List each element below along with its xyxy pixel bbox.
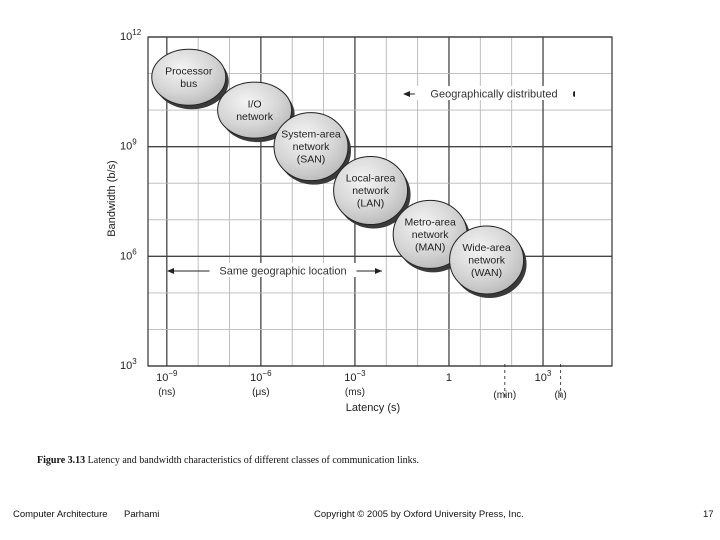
y-axis-title: Bandwidth (b/s): [106, 160, 118, 237]
figure-caption: [37, 455, 419, 466]
distributed-range-label: Geographically distributed: [430, 88, 558, 101]
x-tick-label: $10^3$: [534, 369, 552, 384]
bubble-label: network: [468, 254, 505, 267]
bubble-label: Wide-area: [462, 241, 511, 254]
bubble-label: network: [292, 141, 330, 154]
x-tick-label: $10^{-6}$: [250, 369, 272, 384]
x-extra-unit: (h): [554, 390, 567, 401]
y-tick-label: $10^6$: [120, 247, 137, 263]
x-tick-label: $10^{-9}$: [156, 369, 178, 384]
x-tick-unit: (μs): [252, 387, 270, 398]
bubble-label: I/O: [247, 98, 262, 111]
footer-copyright: Copyright © 2005 by Oxford University Press, Inc.: [314, 509, 524, 520]
x-tick-label: 1: [445, 372, 453, 384]
footer-course: Computer Architecture: [13, 509, 108, 520]
y-tick-label: $10^{12}$: [120, 28, 142, 43]
bubble-label: bus: [180, 77, 198, 90]
y-tick-label: $10^9$: [120, 137, 137, 153]
bubble-label: network: [236, 110, 273, 123]
bubble-label: System-area: [281, 128, 341, 141]
footer-page-number: 17: [703, 509, 714, 520]
x-tick-unit: (ms): [344, 387, 365, 398]
bubble-label: (MAN): [414, 241, 446, 254]
caption-text: Latency and bandwidth characteristics of different classes of communication links.: [87, 455, 420, 466]
bubble-label: (WAN): [471, 266, 503, 279]
x-tick-label: $10^{-3}$: [344, 369, 366, 384]
bubble-label: (LAN): [356, 197, 385, 210]
bubble-label: Local-area: [345, 172, 396, 185]
y-tick-label: $10^3$: [120, 357, 137, 372]
x-extra-unit: (min): [493, 390, 517, 401]
bubble-label: (SAN): [296, 153, 326, 166]
bubble-label: network: [352, 185, 389, 198]
caption-label: Figure 3.13: [37, 455, 86, 466]
bubble-label: network: [411, 228, 449, 241]
x-tick-unit: (ns): [158, 387, 176, 398]
bubble-label: Metro-area: [404, 216, 456, 229]
footer-author: Parhami: [124, 509, 160, 520]
x-axis-title: Latency (s): [345, 402, 401, 414]
same-location-range-label: Same geographic location: [219, 265, 347, 278]
bubble-label: Processor: [165, 65, 213, 78]
